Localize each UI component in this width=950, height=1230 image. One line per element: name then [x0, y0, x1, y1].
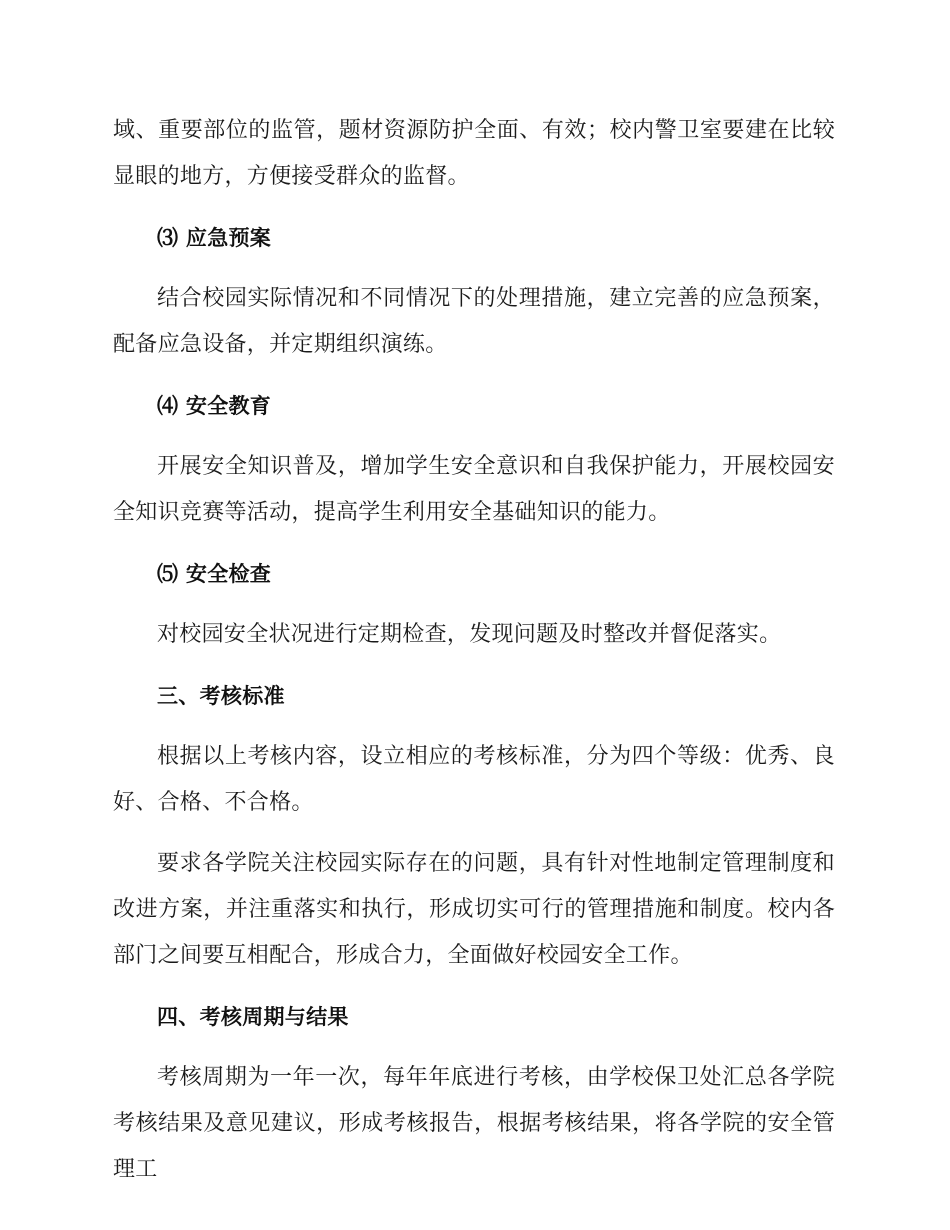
- paragraph-assessment-standards: 根据以上考核内容，设立相应的考核标准，分为四个等级：优秀、良好、合格、不合格。: [113, 744, 835, 815]
- section-heading-assessment-cycle: 四、考核周期与结果: [157, 1005, 349, 1029]
- paragraph-emergency-plan: 结合校园实际情况和不同情况下的处理措施，建立完善的应急预案，配备应急设备，并定期组织演练。: [113, 286, 835, 357]
- paragraph-safety-inspection: 对校园安全状况进行定期检查，发现问题及时整改并督促落实。: [157, 622, 782, 647]
- paragraph-requirements: 要求各学院关注校园实际存在的问题，具有针对性地制定管理制度和改进方案，并注重落实和执行，形成切实可行的管理措施和制度。校内各部门之间要互相配合，形成合力，全面做好校园安全工作。: [113, 851, 835, 968]
- section-heading-assessment-standards: 三、考核标准: [157, 684, 285, 708]
- section-heading-safety-inspection: ⑸ 安全检查: [157, 562, 272, 586]
- paragraph-assessment-cycle: 考核周期为一年一次，每年年底进行考核，由学校保卫处汇总各学院考核结果及意见建议，形成考核报告，根据考核结果，将各学院的安全管理工: [113, 1065, 835, 1182]
- paragraph-safety-education: 开展安全知识普及，增加学生安全意识和自我保护能力，开展校园安全知识竞赛等活动，提高学生利用安全基础知识的能力。: [113, 454, 835, 525]
- section-heading-emergency-plan: ⑶ 应急预案: [157, 226, 272, 250]
- paragraph-continuation: 域、重要部位的监管，题材资源防护全面、有效；校内警卫室要建在比较显眼的地方，方便接受群众的监督。: [113, 118, 835, 189]
- section-heading-safety-education: ⑷ 安全教育: [157, 394, 272, 418]
- document-body: [113, 108, 835, 1193]
